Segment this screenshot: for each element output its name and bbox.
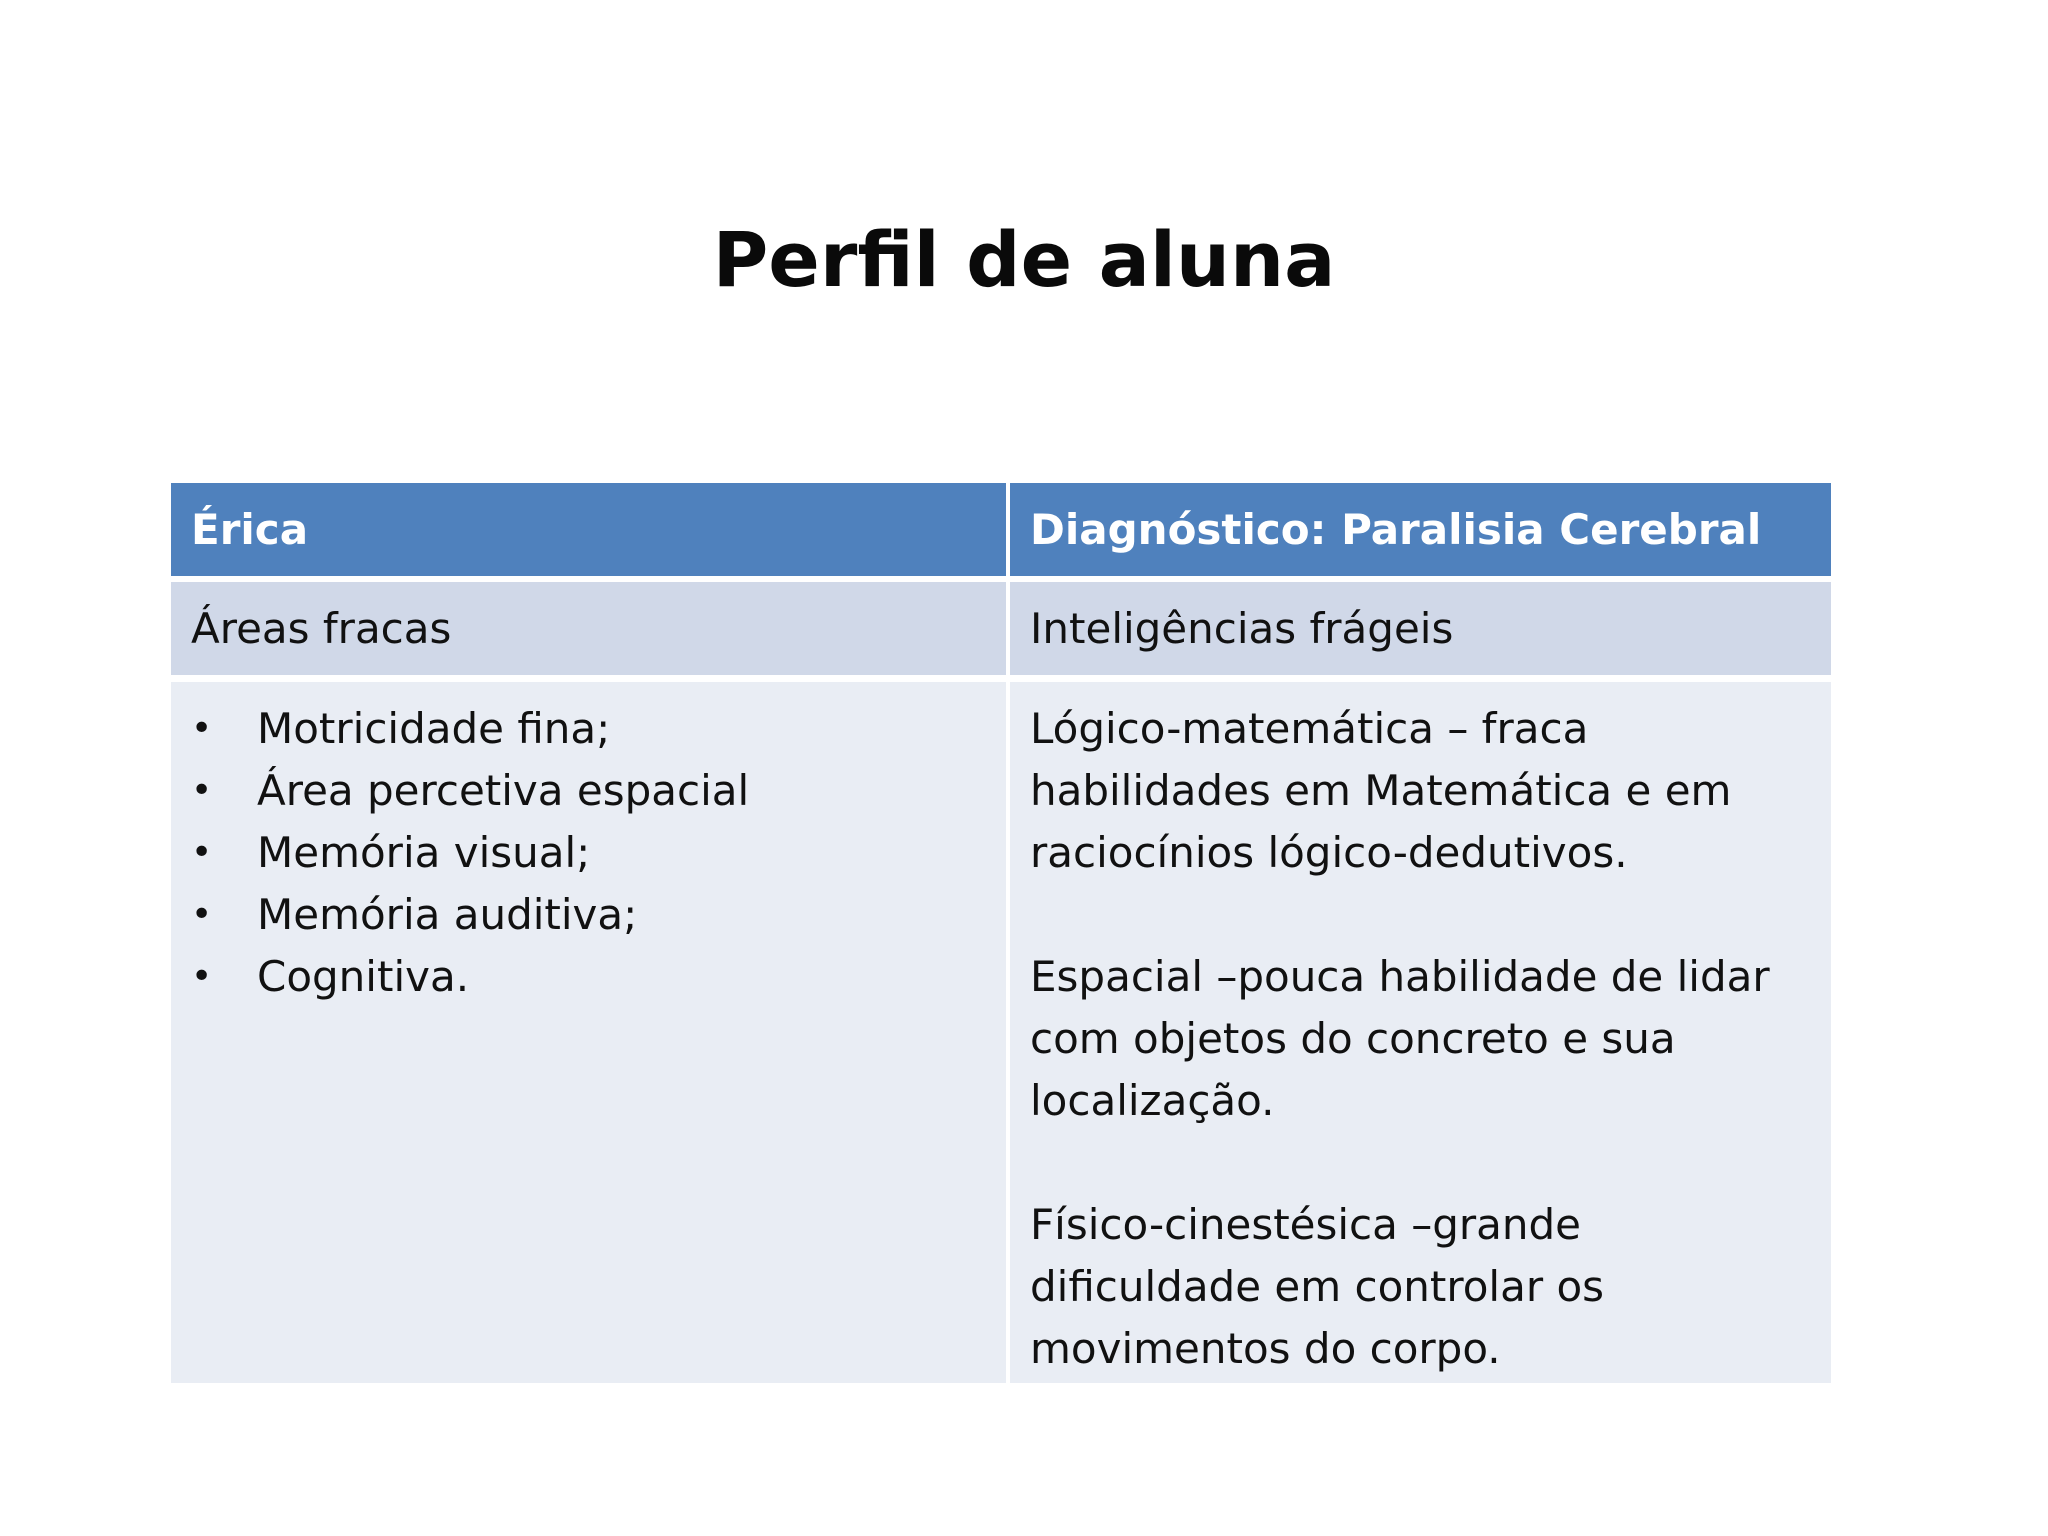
fragile-intelligences-text [1030, 698, 1820, 1380]
subheader-cell-weak-areas [171, 582, 1006, 675]
list-item [171, 698, 1006, 760]
intelligence-logico-matematica: Lógico-matemática – fraca habilidades em Matemática e em raciocínios lógico-dedutivos. [1030, 704, 1732, 877]
intelligence-espacial: Espacial –pouca habilidade de lidar com objetos do concreto e sua localização. [1030, 952, 1770, 1125]
fragile-intelligences-heading: Inteligências frágeis [1030, 604, 1454, 653]
list-item [171, 884, 1006, 946]
diagnosis-label: Diagnóstico: Paralisia Cerebral [1030, 505, 1762, 554]
list-item-text: Área percetiva espacial [257, 766, 750, 815]
intelligence-fisico-cinestesica: Físico-cinestésica –grande dificuldade em controlar os movimentos do corpo. [1030, 1200, 1605, 1373]
header-cell-name [171, 483, 1006, 576]
list-item-text: Memória visual; [257, 828, 591, 877]
subheader-cell-fragile-intelligences [1010, 582, 1831, 675]
weak-areas-heading: Áreas fracas [191, 604, 452, 653]
bullet-icon: • [191, 770, 213, 811]
list-item [171, 760, 1006, 822]
list-item-text: Cognitiva. [257, 952, 470, 1001]
list-item [171, 946, 1006, 1008]
bullet-icon: • [191, 894, 213, 935]
weak-areas-cell [171, 682, 1006, 1383]
fragile-intelligences-cell [1010, 682, 1831, 1383]
bullet-icon: • [191, 832, 213, 873]
slide-title: Perfil de aluna [712, 215, 1336, 304]
bullet-icon: • [191, 708, 213, 749]
student-name: Érica [191, 505, 309, 554]
weak-areas-list [171, 698, 1006, 1008]
list-item [171, 822, 1006, 884]
list-item-text: Memória auditiva; [257, 890, 638, 939]
bullet-icon: • [191, 956, 213, 997]
header-cell-diagnosis [1010, 483, 1831, 576]
profile-table [171, 483, 1831, 1383]
list-item-text: Motricidade fina; [257, 704, 611, 753]
